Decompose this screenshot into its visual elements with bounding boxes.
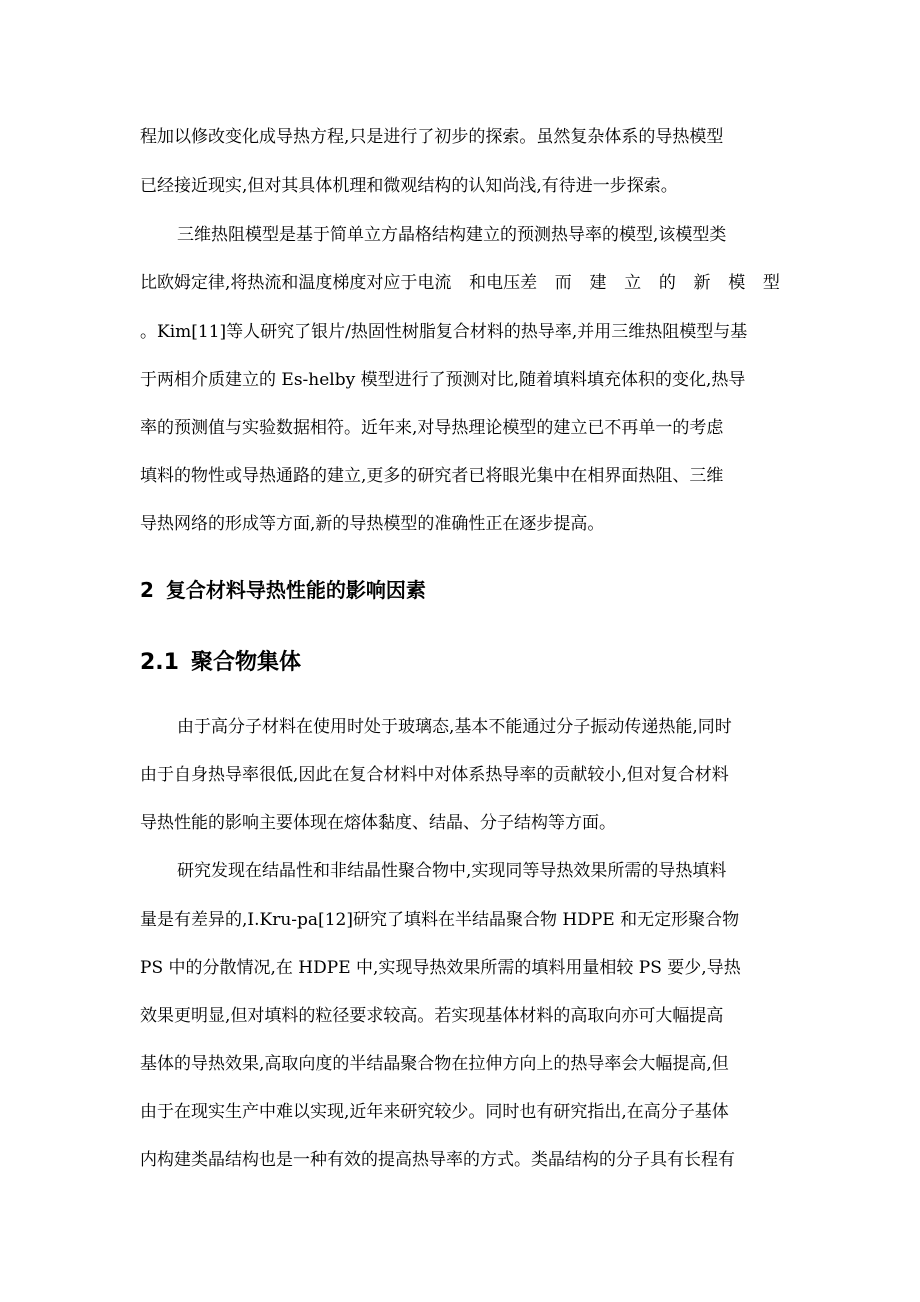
subsection-heading (140, 645, 301, 676)
paragraph-line: 程加以修改变化成导热方程,只是进行了初步的探索。虽然复杂体系的导热模型 (140, 127, 724, 147)
paragraph-line: PS 中的分散情况,在 HDPE 中,实现导热效果所需的填料用量相较 PS 要少,导热 (140, 958, 741, 978)
text-fragment: 模 (728, 273, 746, 293)
paragraph-line: 导热性能的影响主要体现在熔体黏度、结晶、分子结构等方面。 (140, 813, 616, 833)
paragraph-line: 已经接近现实,但对其具体机理和微观结构的认知尚浅,有待进一步探索。 (140, 176, 678, 196)
paragraph-line: 内构建类晶结构也是一种有效的提高热导率的方式。类晶结构的分子具有长程有 (140, 1150, 735, 1170)
paragraph-line: 由于自身热导率很低,因此在复合材料中对体系热导率的贡献较小,但对复合材料 (140, 765, 729, 785)
paragraph-line: 填料的物性或导热通路的建立,更多的研究者已将眼光集中在相界面热阻、三维 (140, 466, 724, 486)
paragraph-line: 三维热阻模型是基于简单立方晶格结构建立的预测热导率的模型,该模型类 (177, 225, 727, 245)
text-fragment: 比欧姆定律,将热流和温度梯度对应于电流 (140, 273, 452, 293)
text-fragment: 立 (624, 273, 642, 293)
text-fragment: 和电压差 (469, 273, 538, 293)
section-number: 2 (140, 578, 154, 602)
paragraph-line: 由于在现实生产中难以实现,近年来研究较少。同时也有研究指出,在高分子基体 (140, 1102, 729, 1122)
subsection-number: 2.1 (140, 650, 179, 675)
paragraph-line: 量是有差异的,I.Kru-pa[12]研究了填料在半结晶聚合物 HDPE 和无定形聚合物 (140, 910, 740, 930)
paragraph-line: 导热网络的形成等方面,新的导热模型的准确性正在逐步提高。 (140, 514, 605, 534)
paragraph-line: 研究发现在结晶性和非结晶性聚合物中,实现同等导热效果所需的导热填料 (177, 861, 727, 881)
paragraph-line: 。Kim[11]等人研究了银片/热固性树脂复合材料的热导率,并用三维热阻模型与基 (140, 322, 748, 342)
text-fragment: 而 (554, 273, 572, 293)
paragraph-line: 率的预测值与实验数据相符。近年来,对导热理论模型的建立已不再单一的考虑 (140, 418, 724, 438)
paragraph-line: 由于高分子材料在使用时处于玻璃态,基本不能通过分子振动传递热能,同时 (177, 717, 732, 737)
text-fragment: 建 (589, 273, 607, 293)
paragraph-line: 基体的导热效果,高取向度的半结晶聚合物在拉伸方向上的热导率会大幅提高,但 (140, 1054, 729, 1074)
section-heading (140, 574, 426, 603)
paragraph-line: 效果更明显,但对填料的粒径要求较高。若实现基体材料的高取向亦可大幅提高 (140, 1006, 724, 1026)
text-fragment: 新 (693, 273, 711, 293)
section-title: 复合材料导热性能的影响因素 (165, 578, 426, 602)
paragraph-line-justified (140, 272, 780, 294)
text-fragment: 型 (762, 273, 780, 293)
subsection-title: 聚合物集体 (190, 650, 301, 675)
paragraph-line: 于两相介质建立的 Es-helby 模型进行了预测对比,随着填料填充体积的变化,热导 (140, 370, 746, 390)
text-fragment: 的 (658, 273, 676, 293)
